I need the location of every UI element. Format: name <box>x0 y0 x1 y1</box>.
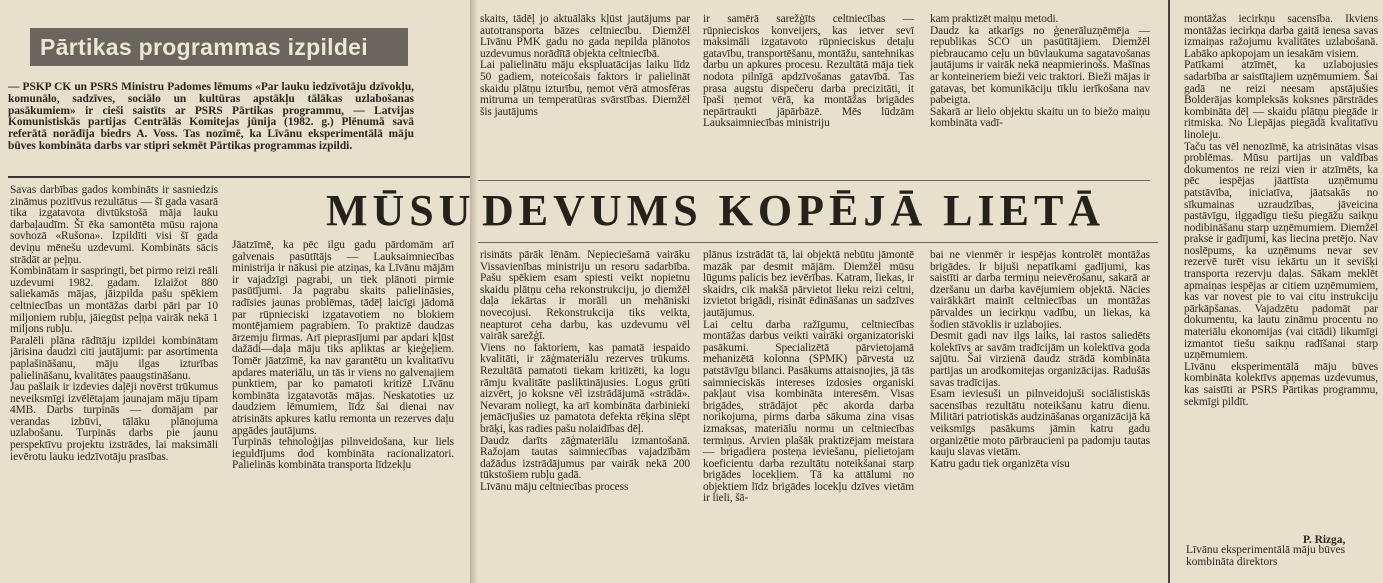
article-column-6: montāžas iecirkņu sacensība. Ikviens montāžas iecirkņa darba gaitā ienesa savas izmaiņas ražojumu kvalitātes uzlabošanā. Labāko apkopojam un iesakām visiem. Patīkami atzīmēt, ka uzlabojusies sadarbība ar saistītajiem uzņēmumiem. Šai gadā ne reizi neesam apstājušies Bolderājas kompleksās koksnes pārstrādes kombināta dēļ — skaidu plātņu piegāde ir ritmiska. No Liepājas piegādā kvalitatīvu linoleju. Taču tas vēl nenozīmē, ka atrisinātas visas problēmas. Mūsu partijas un valdības dokumentos ne reizi vien ir atzīmēts, ka pēc iespējas jāattīsta uzņēmumu patstāvība, iniciatīva, jāatsakās no sīkumainas uzraudzības, jāveicina pastāvīgu, ilggadīgu tiešu piegāžu saikņu nodibināšanu starp uzņēmumiem. Diemžēl prakse ir gadījumi, kas liecina pretējo. Nav noslēpums, ka uzņēmums nevar sev rezervē turēt visu iekārtu un it sevišķi transporta rezervju daļas. Sākam meklēt apmaiņas iespējas ar citiem uzņēmumiem, kas var novest pie to vai citu instrukciju pārkāpšanas. Vajadzētu padomāt par dokumentu, ka lautu zināmu procentu no materiālu ekonomijas (vai citādi) likumīgi izmantot tiešu saikņu radīšanai starp uzņēmumiem. Līvānu eksperimentālā māju būves kombināta kolektīvs apņemas uzdevumus, kas saistīti ar PSRS Pārtikas programmu, sekmīgi pildīt. <box>1184 14 1378 408</box>
article-column-4-bottom: plānus izstrādāt tā, lai objektā nebūtu jāmontē mazāk par desmit mājām. Diemžēl mūsu lūgums palicis bez ievērības. Katram, liekas, ir skaidrs, cik makšā pārvietot lieku reizi celtni, izvietot brigādi, risināt ēdināšanas un sadzīves jautājumus. Lai celtu darba ražīgumu, celtniecības montāžas darbus veikti vairāki organizatoriski pasākumi. Specializētā pārvietojamā mehanizētā kolonna (SPMK) pārvesta uz patstāvīgu bilanci. Pasākums attaisnojies, jā tās saimnieciskās intereses izdosies organiski pakļaut visa kombināta interesēm. Visas brigādes, strādājot pēc akorda darba norikojuma, pirms darba sākuma zina visas izmaksas, materiālu normu un celtniecības termiņus. Arvien plašāk praktizējam meistara — brigadiera posteņa ieviešanu, pielietojam koeficientu darba rezultātu noteikšanai starp brigādes locekļiem. Tā ka attālumi no objektiem līdz brigādes locekļu dzīves vietām ir lieli, šā- <box>703 250 914 505</box>
article-column-3-top: skaits, tādēļ jo aktuālāks kļūst jautājums par autotransporta bāzes celtniecību. Diemžēl Līvānu PMK gadu no gada nepilda plānotos uzdevumus norādītā objekta celtniecībā. Lai palielinātu māju ekspluatācijas laiku līdz 50 gadiem, noteicošais faktors ir palielināt skaidu plātņu izturību, ņemot vērā atmosfēras mitruma un temperatūras svārstības. Diemžēl šis jautājums <box>480 14 690 118</box>
section-banner <box>30 28 408 66</box>
page-fold <box>470 0 478 583</box>
section-title: Pārtikas programmas izpildei <box>40 34 368 60</box>
article-column-1: Savas darbības gados kombināts ir sasniedzis zināmus pozitīvus rezultātus — šī gada vasarā tika izgatavota divtūkstošā māja lauku darbaļaudīm. Šī ēka samontēta mūsu rajona sovhozā «Rušona». Izpildīti visi šī gada deviņu mēnešu uzdevumi. Kombināts sācis strādāt ar peļņu. Kombinātam ir saspringti, bet pirmo reizi reāli uzdevumi 1982. gadam. Izlaižot 880 saliekamās mājas, jāizpilda pašu spēkiem celtniecības un montāžas darbi pāri par 10 miljoniem rubļu, jāiegūst peļņa vairāk nekā 1 miljons rubļu. Paralēli plāna rādītāju izpildei kombinātam jārisina daudzi citi jautājumi: par asortimenta paplašināšanu, māju ilgas izturības palielināšanu, kvalitātes paaugstināšanu. Jau pašlaik ir izdevies daļēji novērst trūkumus neveiksmīgi izvēlētajam jaunajam māju tipam 4MB. Darbs turpinās — domājam par verandas izbūvi, tālāku plānojuma uzlabošanu. Turpinās darbs pie jaunu perspektīvu projektu izstrādes, lai maksimāli ievērotu lauku iedzīvotāju prasības. <box>10 185 218 463</box>
article-column-5-bottom: bai ne vienmēr ir iespējas kontrolēt montāžas brigādes. Ir bijuši nepatīkami gadījumi, kas saistīti ar darba termiņu neievērošanu, sakarā ar dzeršanu un darba kavējumiem objektā. Nācies vairākkārt mainīt celtniecības un montāžas pārvaldes un iecirkņu vadību, un liekas, ka šodien stāvoklis ir uzlabojies. Desmit gadi nav ilgs laiks, lai rastos saliedēts kolektīvs ar savām tradīcijām un kolektīva goda sajūtu. Šai virzienā daudz strādā kombināta partijas un arodkomitejas organizācijas. Radušās savas tradīcijas. Esam ieviesuši un pilnveidojuši sociālistiskās sacensības rezultātu noteikšanu katru dienu. Militāri patriotiskās audzināšanas organizācijā kā veiksmīgs pasākums jāmin katru gadu organizētie moto pārbraucieni pa padomju tautas kauju slavas vietām. Katru gadu tiek organizēta visu <box>930 250 1150 470</box>
headline-part-1: MŪSU <box>326 186 476 235</box>
author-name: P. Rizga, <box>1303 534 1346 546</box>
lead-separator <box>8 176 470 178</box>
article-column-4-top: ir samērā sarežģīts celtniecības — rūpnieciskos konveijers, kas ietver sevī maksimāli izgatavoto rūpnieciskus detaļu gatavību, transportēšanu, montāžu, santehnikas darbu un apkures procesu. Rezultātā māja tiek nodota pilnīgā apdzīvošanas gatavībā. Tas prasa augstu dispečeru darba precizitāti, it īpaši ņemot vērā, ka montāžas brigādes nepārtraukti jāpārbāzē. Mēs lūdzām Lauksaimniecības ministriju <box>703 14 914 130</box>
column-divider <box>1168 0 1170 583</box>
article-column-3-bottom: risināts pārāk lēnām. Nepieciešamā vairāku Vissavienības ministriju un resoru sadarbība. Pašu spēkiem esam spiesti veikt nopietnu skaidu plātņu ceha rekonstrukciju, jo diemžēl daļa iekārtas ir morāli un mehāniski novecojusi. Rekonstrukcija tiks veikta, neapturot ceha darbu, kas uzdevumu vēl vairāk sarežģī. Viens no faktoriem, kas pamatā iespaido kvalitāti, ir zāģmateriālu rezerves trūkums. Rezultātā pamatoti tiekam kritizēti, ka logu rāmju kvalitāte pasliktinājusies. Logus grūti aizvērt, jo koksne vēl izstrādājumā «strādā». Nevaram noliegt, ka arī kombināta darbinieki jemācījušies uz pamatota defekta rēķina slēpt brāķi, kas radies pašu nolaidības dēļ. Daudz darīts zāģmateriālu izmantošanā. Ražojam tautas saimniecības vajadzībām dažādus izstrādājumus par vairāk nekā 200 tūkstošiem rubļu gadā. Līvānu māju celtniecības process <box>480 250 690 493</box>
author-title: Līvānu eksperimentālā māju būves kombināta direktors <box>1186 544 1346 568</box>
article-column-2: Jāatzīmē, ka pēc ilgu gadu pārdomām arī galvenais pasūtītājs — Lauksaimniecības ministrija ir nākusi pie atziņas, ka Līvānu mājām ir vajadzīgi pagrabi, un tiek plānoti pirmie pasūtījumi. Ja pagrabu skaits palielināsies, radīsies jaunas problēmas, tādēļ laicīgi jādomā par rūpnieciski izgatavotiem no blokiem montējamiem pagrabiem. To praktizē daudzas ārzemju firmas. Arī pieprasījumi par apdari kļūst dažādi—daļa māju tiks apliktas ar ķieģeļiem. Tomēr jāatzīmē, ka nav garantētu un kvalitatīvu apdares materiālu, un tās ir viens no galvenajiem punktiem, par ko pamatoti kritizē Līvānu kombināta izgatavotās mājas. Neskatoties uz daudziem lēmumiem, līdz šai dienai nav atrisināts apkures katlu remonta un rezerves daļu apgādes jautājums. Turpinās tehnoloģijas pilnveidošana, kur liels ieguldījums dod kombināta racionalizatori. Palielinās kombināta transporta līdzekļu <box>232 240 454 472</box>
headline-part-2: DEVUMS KOPĒJĀ LIETĀ <box>482 186 1106 235</box>
headline-top-rule <box>478 180 1150 181</box>
lead-paragraph: — PSKP CK un PSRS Ministru Padomes lēmums «Par lauku iedzīvotāju dzīvokļu, komunālo, sadzīves, sociālo un kultūras apstākļu tālākas uzlabošanas pasākumiem» ir cieši saistīts ar PSRS Pārtikas programmu, — Latvijas Komunistiskās partijas Centrālās Komitejas jūnija (1982. g.) Plēnumā savā referātā norādīja biedrs A. Voss. Tas nozīmē, ka Līvānu eksperimentālā māju būves kombināta darbs var stipri sekmēt Pārtikas programmas izpildi. <box>8 82 414 152</box>
headline-bottom-rule <box>478 242 1158 243</box>
article-column-5-top: kam praktizēt maiņu metodi. Daudz ka atkarīgs no ģenerāluzņēmēja — republikas SCO un pasūtītājiem. Diemžēl piebraucamo ceļu un būvlaukuma sagatavošanas jautājums ir vairāk nekā neapmierinošs. Mašīnas ar konteineriem bieži veic traktori. Bieži mājas ir gatavas, bet komunikāciju tīklu ierīkošana nav pabeigta. Sakarā ar lielo objektu skaitu un to biežo maiņu kombināta vadī- <box>930 14 1150 130</box>
